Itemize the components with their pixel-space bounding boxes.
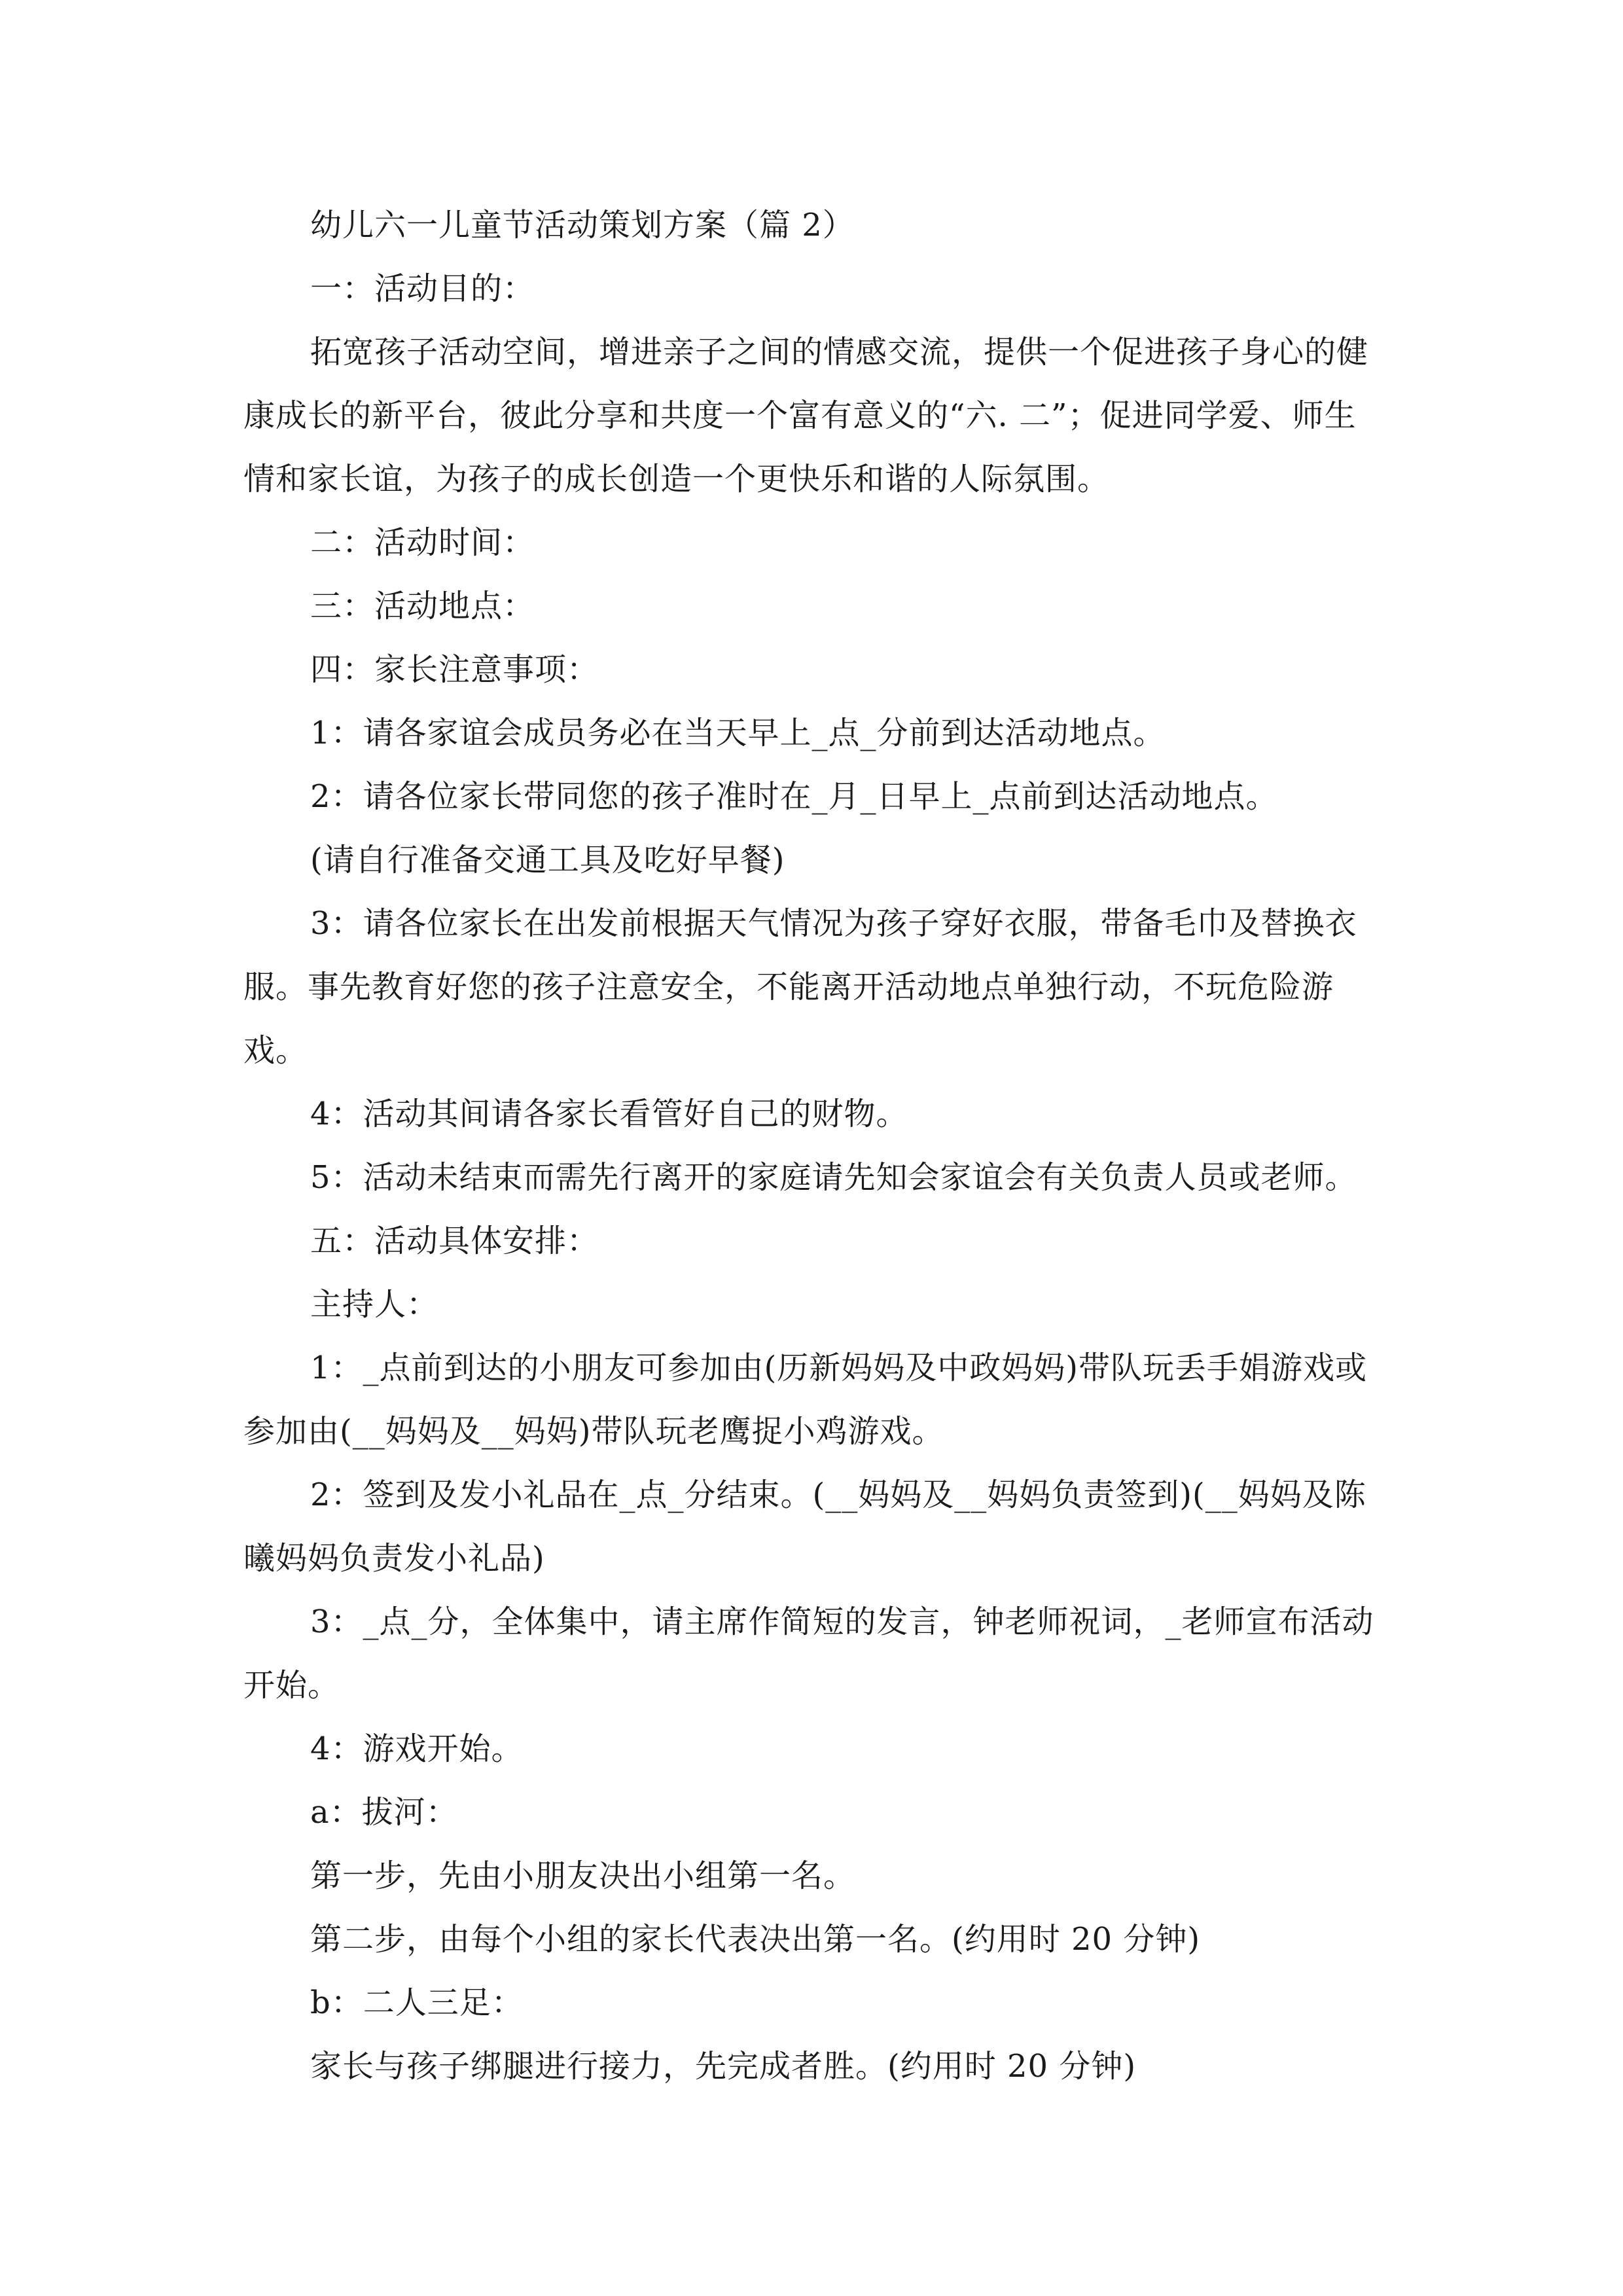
- section-heading-goal: 一：活动目的：: [310, 270, 535, 307]
- section-heading-notes: 四：家长注意事项：: [310, 651, 599, 688]
- note-item-3: 3：请各位家长在出发前根据天气情况为孩子穿好衣服，带备毛巾及替换衣服。事先教育好您的孩子注意安全，不能离开活动地点单独行动，不玩危险游戏。: [243, 905, 1357, 1069]
- document-body: [243, 194, 1382, 2098]
- note-item-1: 1：请各家谊会成员务必在当天早上_点_分前到达活动地点。: [310, 715, 1166, 751]
- section-heading-location: 三：活动地点：: [310, 588, 535, 624]
- note-item-2: 2：请各位家长带同您的孩子准时在_月_日早上_点前到达活动地点。: [310, 778, 1278, 815]
- note-item-5: 5：活动未结束而需先行离开的家庭请先知会家谊会有关负责人员或老师。: [310, 1159, 1357, 1196]
- game-a-step-2: 第二步，由每个小组的家长代表决出第一名。(约用时 20 分钟): [310, 1921, 1201, 1958]
- game-b-heading: b：二人三足：: [310, 1984, 524, 2021]
- game-b-text: 家长与孩子绑腿进行接力，先完成者胜。(约用时 20 分钟): [310, 2048, 1137, 2085]
- paragraph-goal-text: 拓宽孩子活动空间，增进亲子之间的情感交流，提供一个促进孩子身心的健康成长的新平台，彼此分享和共度一个富有意义的“六. 二”；促进同学爱、师生情和家长谊，为孩子的成长创造一个更快乐和谐的人际氛围。: [243, 334, 1369, 497]
- note-item-2-remark: (请自行准备交通工具及吃好早餐): [310, 842, 785, 878]
- host-line: 主持人：: [310, 1286, 439, 1323]
- schedule-item-1: 1：_点前到达的小朋友可参加由(历新妈妈及中政妈妈)带队玩丢手娟游戏或参加由(__妈妈及__妈妈)带队玩老鹰捉小鸡游戏。: [243, 1350, 1367, 1450]
- schedule-item-3: 3：_点_分，全体集中，请主席作简短的发言，钟老师祝词，_老师宣布活动开始。: [243, 1604, 1374, 1704]
- section-heading-schedule: 五：活动具体安排：: [310, 1223, 599, 1259]
- schedule-item-2: 2：签到及发小礼品在_点_分结束。(__妈妈及__妈妈负责签到)(__妈妈及陈曦妈妈负责发小礼品): [243, 1477, 1366, 1577]
- game-a-heading: a：拔河：: [310, 1794, 458, 1831]
- note-item-4: 4：活动其间请各家长看管好自己的财物。: [310, 1096, 908, 1132]
- document-title: 幼儿六一儿童节活动策划方案（篇 2）: [310, 207, 855, 243]
- game-a-step-1: 第一步，先由小朋友决出小组第一名。: [310, 1857, 856, 1894]
- schedule-item-4: 4：游戏开始。: [310, 1731, 524, 1767]
- section-heading-time: 二：活动时间：: [310, 524, 535, 561]
